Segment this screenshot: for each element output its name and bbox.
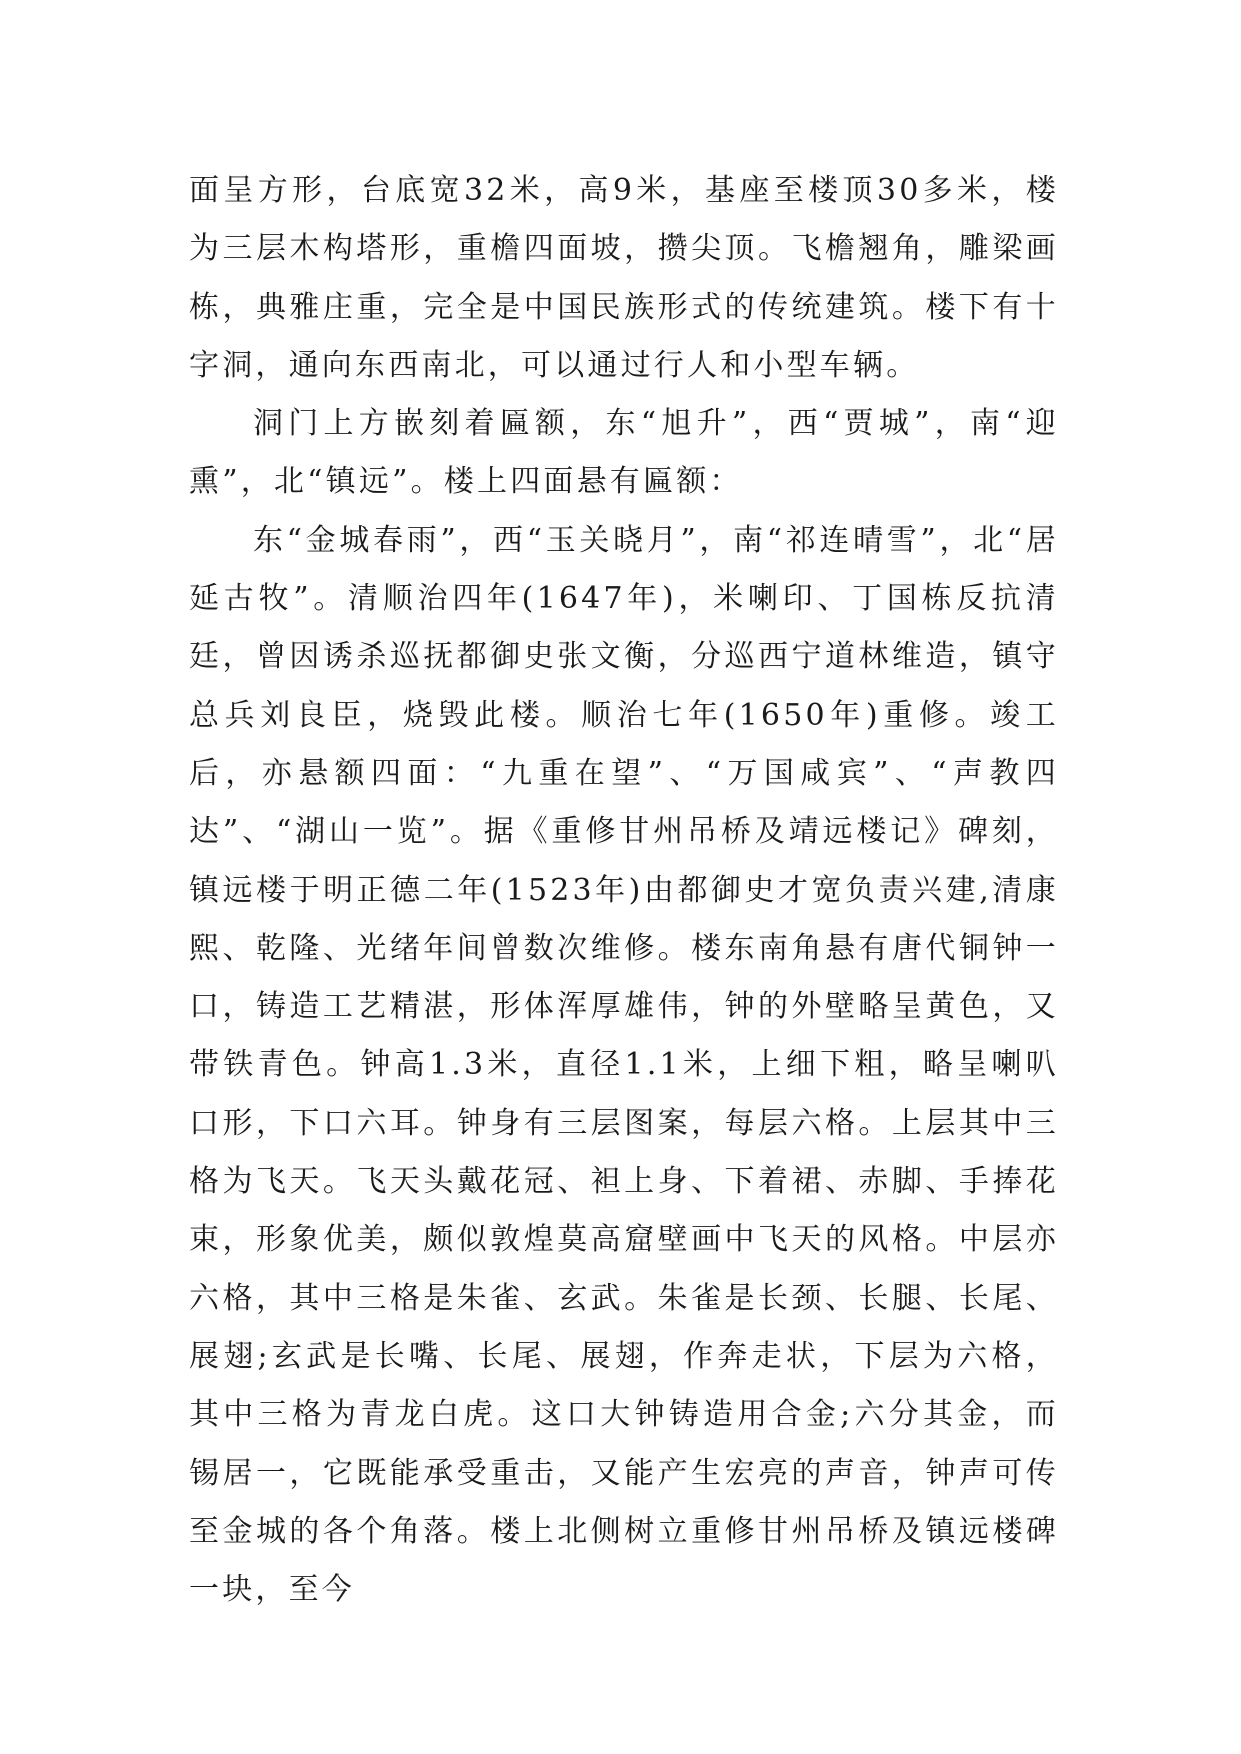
paragraph-plaques-tower-history: 东“金城春雨”，西“玉关晓月”，南“祁连晴雪”，北“居延古牧”。清顺治四年(1647年)，米喇印、丁国栋反抗清廷，曾因诱杀巡抚都御史张文衡，分巡西宁道林维造，镇守总兵刘良臣，烧毁此楼。顺治七年(1650年)重修。竣工后，亦悬额四面：“九重在望”、“万国咸宾”、“声教四达”、“湖山一览”。据《重修甘州吊桥及靖远楼记》碑刻，镇远楼于明正德二年(1523年)由都御史才宽负责兴建,清康熙、乾隆、光绪年间曾数次维修。楼东南角悬有唐代铜钟一口，铸造工艺精湛，形体浑厚雄伟，钟的外壁略呈黄色，又带铁青色。钟高1.3米，直径1.1米，上细下粗，略呈喇叭口形，下口六耳。钟身有三层图案，每层六格。上层其中三格为飞天。飞天头戴花冠、袒上身、下着裙、赤脚、手捧花束，形象优美，颇似敦煌莫高窟壁画中飞天的风格。中层亦六格，其中三格是朱雀、玄武。朱雀是长颈、长腿、长尾、展翅;玄武是长嘴、长尾、展翅，作奔走状，下层为六格，其中三格为青龙白虎。这口大钟铸造用合金;六分其金，而锡居一，它既能承受重击，又能产生宏亮的声音，钟声可传至金城的各个角落。楼上北侧树立重修甘州吊桥及镇远楼碑一块，至今 bbox=[189, 522, 1059, 1608]
body-text bbox=[189, 162, 1059, 1619]
paragraph-plaques-gate: 洞门上方嵌刻着匾额，东“旭升”，西“贾城”，南“迎熏”，北“镇远”。楼上四面悬有匾额： bbox=[189, 406, 1059, 500]
paragraph-continued: 面呈方形，台底宽32米，高9米，基座至楼顶30多米，楼为三层木构塔形，重檐四面坡，攒尖顶。飞檐翘角，雕梁画栋，典雅庄重，完全是中国民族形式的传统建筑。楼下有十字洞，通向东西南北，可以通过行人和小型车辆。 bbox=[189, 173, 1059, 383]
